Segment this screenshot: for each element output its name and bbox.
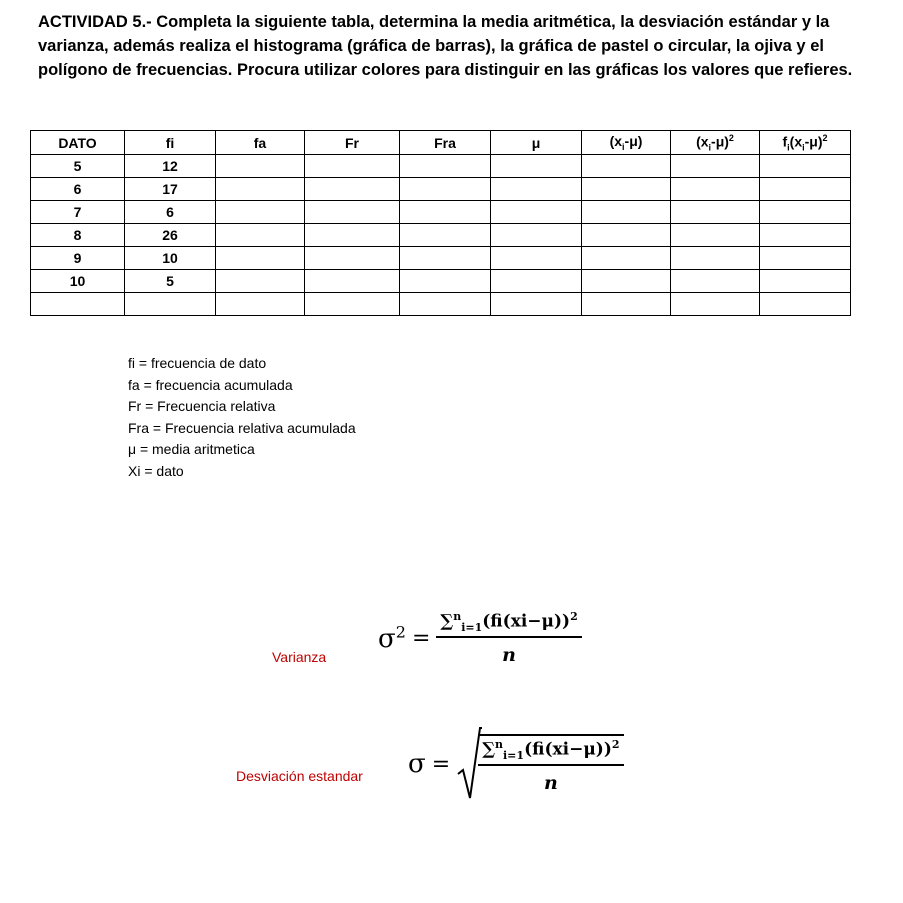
empty-cell (671, 270, 760, 293)
table-row (31, 155, 851, 178)
empty-cell (582, 247, 671, 270)
cell-fi: 6 (125, 201, 216, 224)
cell-dato: 6 (31, 178, 125, 201)
empty-cell (400, 201, 491, 224)
empty-cell (491, 247, 582, 270)
legend-item: Xi = dato (128, 462, 184, 479)
legend-item: fa = frecuencia acumulada (128, 376, 293, 393)
empty-cell (305, 155, 400, 178)
empty-cell (582, 178, 671, 201)
desviacion-label: Desviación estandar (236, 768, 363, 784)
header-mu: μ (491, 131, 582, 155)
table-row (31, 224, 851, 247)
empty-cell (760, 201, 851, 224)
empty-cell (582, 293, 671, 316)
table-row (31, 247, 851, 270)
legend-item: μ = media aritmetica (128, 441, 255, 458)
empty-cell (216, 224, 305, 247)
legend-item: Fr = Frecuencia relativa (128, 398, 276, 415)
empty-cell (582, 201, 671, 224)
empty-cell (671, 155, 760, 178)
legend-item: fi = frecuencia de dato (128, 355, 267, 371)
legend-list (128, 353, 356, 483)
empty-cell (305, 201, 400, 224)
header-fi: fi (125, 131, 216, 155)
cell-dato: 10 (31, 270, 125, 293)
empty-cell (671, 178, 760, 201)
header-diff: $(x_i-\mu)$ (582, 131, 671, 155)
empty-cell (491, 270, 582, 293)
cell-dato: 5 (31, 155, 125, 178)
empty-cell (582, 224, 671, 247)
header-dato: DATO (31, 131, 125, 155)
cell-dato: 9 (31, 247, 125, 270)
table-row (31, 293, 851, 316)
cell-fi (125, 293, 216, 316)
empty-cell (582, 270, 671, 293)
varianza-formula: $\sigma^2$ = $\frac{\sum^n_{i=1}(fi(xi-\mu))^2}{n}$ (378, 610, 582, 666)
empty-cell (216, 293, 305, 316)
table-row (31, 178, 851, 201)
empty-cell (305, 224, 400, 247)
cell-fi: 5 (125, 270, 216, 293)
table-row (31, 201, 851, 224)
header-fr: Fr (305, 131, 400, 155)
empty-cell (400, 178, 491, 201)
empty-cell (671, 293, 760, 316)
cell-dato: 8 (31, 224, 125, 247)
frequency-table (30, 130, 851, 316)
varianza-label: Varianza (272, 649, 327, 665)
desviacion-formula: σ = $\frac{\sum^n_{i=1}(fi(xi-\mu))^2}{n}$ (408, 726, 624, 802)
empty-cell (671, 201, 760, 224)
empty-cell (400, 224, 491, 247)
cell-dato: 7 (31, 201, 125, 224)
table-row (31, 270, 851, 293)
empty-cell (400, 247, 491, 270)
empty-cell (216, 247, 305, 270)
empty-cell (491, 224, 582, 247)
empty-cell (216, 178, 305, 201)
cell-fi: 12 (125, 155, 216, 178)
header-fra: Fra (400, 131, 491, 155)
empty-cell (305, 270, 400, 293)
header-fa: fa (216, 131, 305, 155)
cell-fi: 17 (125, 178, 216, 201)
empty-cell (760, 224, 851, 247)
empty-cell (400, 293, 491, 316)
table-header-row (31, 131, 851, 155)
empty-cell (491, 201, 582, 224)
empty-cell (491, 178, 582, 201)
empty-cell (760, 247, 851, 270)
empty-cell (760, 178, 851, 201)
empty-cell (305, 178, 400, 201)
empty-cell (400, 270, 491, 293)
empty-cell (760, 270, 851, 293)
empty-cell (216, 201, 305, 224)
legend-item: Fra = Frecuencia relativa acumulada (128, 419, 356, 436)
empty-cell (400, 155, 491, 178)
cell-fi: 26 (125, 224, 216, 247)
empty-cell (582, 155, 671, 178)
empty-cell (216, 155, 305, 178)
empty-cell (491, 155, 582, 178)
cell-fi: 10 (125, 247, 216, 270)
empty-cell (760, 293, 851, 316)
empty-cell (671, 224, 760, 247)
empty-cell (216, 270, 305, 293)
cell-dato (31, 293, 125, 316)
empty-cell (305, 247, 400, 270)
empty-cell (305, 293, 400, 316)
instructions-text: ACTIVIDAD 5.- Completa la siguiente tabla, determina la media aritmética, la desviación estándar y la varianza, además realiza el histograma (gráfica de barras), la gráfica de pastel o circular, la ojiva y el polígono de frecuencias. Procura utilizar colores para distinguir en las gráficas los valores que refieres. (38, 13, 853, 79)
header-diff-squared: $(x_i-\mu)^2$ (671, 131, 760, 155)
empty-cell (671, 247, 760, 270)
empty-cell (760, 155, 851, 178)
empty-cell (491, 293, 582, 316)
header-weighted-diff-squared: $f_i(x_i-\mu)^2$ (760, 131, 851, 155)
